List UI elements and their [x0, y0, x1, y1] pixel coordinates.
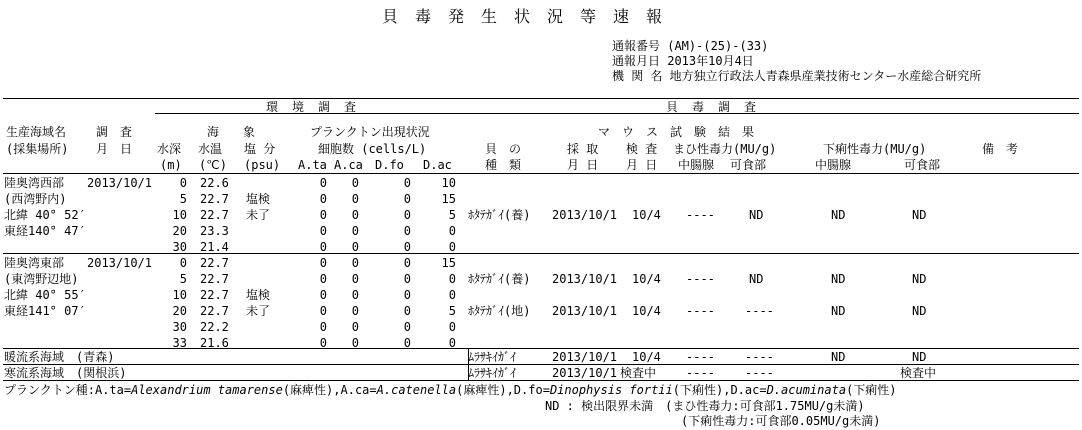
- report-number: 通報番号 (AM)-(25)-(33): [612, 39, 769, 53]
- ata-cell: 0: [319, 208, 327, 222]
- depth-cell: 0: [179, 256, 187, 270]
- cold-shell-type: ﾑﾗｻｷｲｶﾞｲ: [468, 366, 517, 380]
- west-dsp-edible: ND: [912, 208, 927, 222]
- depth-cell: 33: [172, 336, 187, 350]
- temp-cell: 22.7: [200, 288, 229, 302]
- warm-dsp-edible: ND: [912, 350, 927, 364]
- aca-cell: 0: [351, 208, 359, 222]
- sampling-header: 採 取: [567, 142, 599, 156]
- east-shell2-psp-midgut: ----: [686, 304, 715, 318]
- west-area-name: 陸奥湾西部: [4, 176, 65, 190]
- cold-area-name: 寒流系海域 (関根浜): [4, 366, 127, 380]
- dfo-cell: 0: [403, 272, 411, 286]
- west-psp-midgut: ----: [686, 208, 715, 222]
- dac-cell: 0: [448, 288, 456, 302]
- temp-cell: 21.4: [200, 240, 229, 254]
- temp-unit: (℃): [199, 158, 227, 172]
- warm-sampling: 2013/10/1: [552, 350, 618, 364]
- page-title: 貝毒発生状況等速報: [382, 7, 680, 26]
- ata-cell: 0: [319, 192, 327, 206]
- table-bottom-border: [3, 380, 1079, 381]
- east-latitude: 北緯 40° 55′: [4, 288, 86, 302]
- temp-cell: 22.7: [200, 256, 229, 270]
- west-longitude: 東経140° 47′: [4, 224, 86, 238]
- west-inspect-date: 10/4: [632, 208, 661, 222]
- warm-area-name: 暖流系海域 (青森): [4, 350, 115, 364]
- psp-edible-header: 可食部: [730, 158, 767, 172]
- depth-unit: (m): [160, 158, 182, 172]
- aca-cell: 0: [351, 224, 359, 238]
- dfo-cell: 0: [403, 176, 411, 190]
- shell-type-header: 種 類: [485, 158, 522, 172]
- dac-cell: 5: [448, 208, 456, 222]
- warm-dsp-midgut: ND: [831, 350, 846, 364]
- toxin-header-rule: [468, 113, 1079, 114]
- dac-cell: 0: [448, 240, 456, 254]
- ata-cell: 0: [319, 240, 327, 254]
- depth-cell: 10: [172, 288, 187, 302]
- east-survey-date: 2013/10/1: [87, 256, 153, 270]
- aca-cell: 0: [351, 176, 359, 190]
- west-sampling-date: 2013/10/1: [552, 208, 618, 222]
- dac-cell: 15: [441, 256, 456, 270]
- ata-cell: 0: [319, 256, 327, 270]
- warm-psp-edible: ----: [745, 350, 774, 364]
- aca-cell: 0: [351, 256, 359, 270]
- dfo-cell: 0: [403, 240, 411, 254]
- remarks-header: 備 考: [982, 142, 1019, 156]
- species-dfo-header: D.fo: [375, 158, 404, 172]
- species-dac-header: D.ac: [423, 158, 452, 172]
- west-psp-edible: ND: [749, 208, 764, 222]
- table-top-border: [3, 98, 1079, 99]
- month-day-header: 月 日: [96, 142, 133, 156]
- depth-cell: 10: [172, 208, 187, 222]
- species-ata-header: A.ta: [298, 158, 327, 172]
- salinity-cell: 未了: [246, 304, 271, 318]
- aca-cell: 0: [351, 288, 359, 302]
- agency-name: 機 関 名 地方独立行政法人青森県産業技術センター水産総合研究所: [612, 69, 982, 83]
- east-shell1-sampling: 2013/10/1: [552, 272, 618, 286]
- dfo-cell: 0: [403, 224, 411, 238]
- salinity-cell: 未了: [246, 208, 271, 222]
- east-shell2-type: ﾎﾀﾃｶﾞｲ(地): [468, 304, 531, 318]
- east-shell2-sampling: 2013/10/1: [552, 304, 618, 318]
- west-dsp-midgut: ND: [831, 208, 846, 222]
- dac-cell: 10: [441, 176, 456, 190]
- header-bottom-rule: [3, 173, 1079, 174]
- cold-psp-midgut: ----: [686, 366, 715, 380]
- aca-cell: 0: [351, 192, 359, 206]
- temp-cell: 23.3: [200, 224, 229, 238]
- temp-cell: 21.6: [200, 336, 229, 350]
- dac-cell: 0: [448, 336, 456, 350]
- warm-inspect: 10/4: [632, 350, 661, 364]
- report-date: 通報月日 2013年10月4日: [612, 54, 754, 68]
- depth-cell: 30: [172, 240, 187, 254]
- temp-cell: 22.7: [200, 272, 229, 286]
- depth-cell: 30: [172, 320, 187, 334]
- cell-count-header: 細胞数 (cells/L): [318, 142, 427, 156]
- east-shell1-psp-edible: ND: [749, 272, 764, 286]
- salinity-cell: 塩検: [246, 192, 271, 206]
- east-shell1-psp-midgut: ----: [686, 272, 715, 286]
- dac-cell: 0: [448, 320, 456, 334]
- temp-cell: 22.7: [200, 192, 229, 206]
- salinity-header: 塩 分: [244, 142, 276, 156]
- depth-cell: 20: [172, 304, 187, 318]
- dsp-midgut-header: 中腸腺: [815, 158, 852, 172]
- aca-cell: 0: [351, 320, 359, 334]
- temp-cell: 22.7: [200, 304, 229, 318]
- temp-cell: 22.6: [200, 176, 229, 190]
- salinity-unit: (psu): [244, 158, 281, 172]
- dfo-cell: 0: [403, 336, 411, 350]
- west-survey-date: 2013/10/1: [87, 176, 153, 190]
- shell-header: 貝 の: [485, 142, 522, 156]
- ata-cell: 0: [319, 224, 327, 238]
- aca-cell: 0: [351, 304, 359, 318]
- inspect-md-header: 月 日: [626, 158, 658, 172]
- aca-cell: 0: [351, 240, 359, 254]
- west-shell-type: ﾎﾀﾃｶﾞｲ(養): [468, 208, 531, 222]
- dfo-cell: 0: [403, 256, 411, 270]
- warm-shell-type: ﾑﾗｻｷｲｶﾞｲ: [468, 350, 517, 364]
- east-shell1-dsp-edible: ND: [912, 272, 927, 286]
- dsp-limit-footnote: (下痢性毒力:可食部0.05MU/g未満): [681, 414, 881, 428]
- cold-psp-edible: ----: [745, 366, 774, 380]
- aca-cell: 0: [351, 272, 359, 286]
- sampling-md-header: 月 日: [567, 158, 599, 172]
- ata-cell: 0: [319, 176, 327, 190]
- temp-cell: 22.7: [200, 208, 229, 222]
- row-rule-warm: [3, 364, 1079, 365]
- area-sub-header: (採集場所): [6, 142, 69, 156]
- west-area-place: (西湾野内): [4, 192, 67, 206]
- ata-cell: 0: [319, 336, 327, 350]
- dfo-cell: 0: [403, 320, 411, 334]
- ata-cell: 0: [319, 288, 327, 302]
- dfo-cell: 0: [403, 304, 411, 318]
- env-survey-heading: 環境調査: [266, 100, 371, 114]
- plankton-header: プランクトン出現状況: [310, 125, 430, 139]
- east-shell2-psp-edible: ----: [745, 304, 774, 318]
- psp-header: まひ性毒力(MU/g): [673, 142, 777, 156]
- toxin-survey-heading: 貝毒調査: [666, 100, 771, 114]
- dfo-cell: 0: [403, 208, 411, 222]
- east-shell1-type: ﾎﾀﾃｶﾞｲ(養): [468, 272, 531, 286]
- dsp-edible-header: 可食部: [904, 158, 941, 172]
- species-footnote: プランクトン種:A.ta=Alexandrium tamarense(麻痺性),A.ca=A.catenella(麻痺性),D.fo=Dinophysis fortii(下痢性),D.ac=D.acuminata(下痢性): [4, 383, 897, 397]
- dac-cell: 0: [448, 272, 456, 286]
- depth-cell: 5: [179, 272, 187, 286]
- depth-header: 水深: [157, 142, 182, 156]
- warm-psp-midgut: ----: [686, 350, 715, 364]
- aca-cell: 0: [351, 336, 359, 350]
- psp-midgut-header: 中腸腺: [678, 158, 715, 172]
- nd-footnote: ND : 検出限界未満 (まひ性毒力:可食部1.75MU/g未満): [545, 399, 865, 413]
- depth-cell: 0: [179, 176, 187, 190]
- east-area-name: 陸奥湾東部: [4, 256, 65, 270]
- water-temp-header: 水温: [198, 142, 223, 156]
- east-shell1-inspect: 10/4: [632, 272, 661, 286]
- cold-sampling: 2013/10/1: [552, 366, 618, 380]
- east-longitude: 東経141° 07′: [4, 304, 86, 318]
- inspect-header: 検 査: [626, 142, 658, 156]
- east-shell2-dsp-edible: ND: [912, 304, 927, 318]
- temp-cell: 22.2: [200, 320, 229, 334]
- east-shell1-dsp-midgut: ND: [831, 272, 846, 286]
- cold-dsp-edible: 検査中: [900, 366, 937, 380]
- dfo-cell: 0: [403, 288, 411, 302]
- dfo-cell: 0: [403, 192, 411, 206]
- area-name-header: 生産海域名: [6, 125, 67, 139]
- sea-condition-header: 海 象: [207, 125, 256, 139]
- east-area-place: (東湾野辺地): [4, 272, 79, 286]
- cold-inspect: 検査中: [620, 366, 657, 380]
- ata-cell: 0: [319, 320, 327, 334]
- depth-cell: 5: [179, 192, 187, 206]
- ata-cell: 0: [319, 272, 327, 286]
- east-shell2-inspect: 10/4: [632, 304, 661, 318]
- dac-cell: 5: [448, 304, 456, 318]
- mouse-test-header: マ ウ ス 試 験 結 果: [598, 125, 755, 139]
- survey-header: 調 査: [96, 125, 133, 139]
- east-shell2-dsp-midgut: ND: [831, 304, 846, 318]
- salinity-cell: 塩検: [246, 288, 271, 302]
- dac-cell: 0: [448, 224, 456, 238]
- ata-cell: 0: [319, 304, 327, 318]
- west-latitude: 北緯 40° 52′: [4, 208, 86, 222]
- depth-cell: 20: [172, 224, 187, 238]
- species-aca-header: A.ca: [334, 158, 363, 172]
- dac-cell: 15: [441, 192, 456, 206]
- dsp-header: 下痢性毒力(MU/g): [823, 142, 927, 156]
